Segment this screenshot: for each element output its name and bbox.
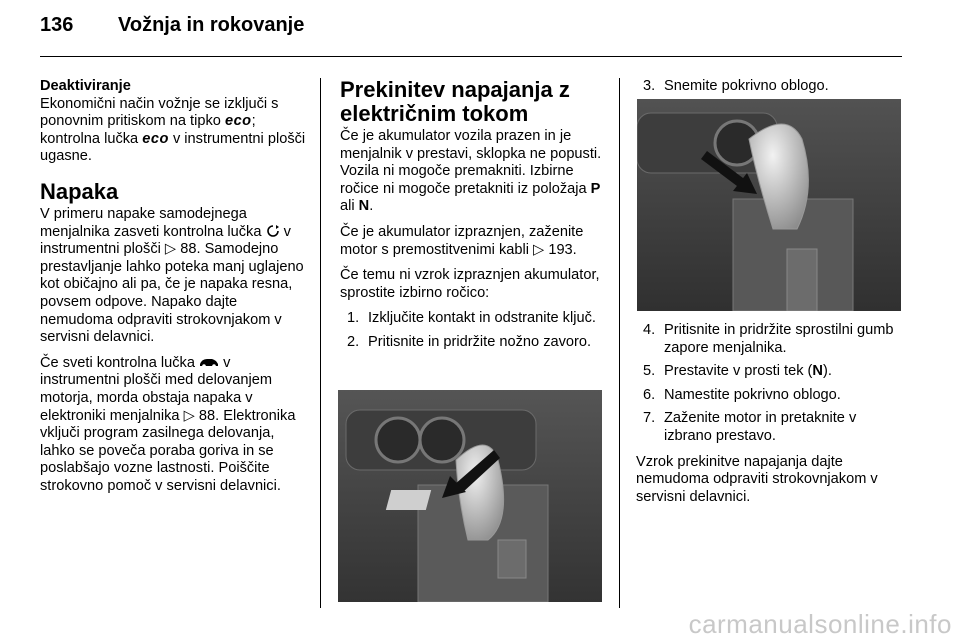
eco-button-symbol: eco bbox=[224, 113, 252, 130]
power-paragraph-3: Če temu ni vzrok izpraznjen akumulator, sprostite izbirno ročico: bbox=[340, 267, 600, 301]
column-1 bbox=[40, 78, 310, 503]
page-title: Vožnja in rokovanje bbox=[118, 14, 305, 36]
car-wrench-icon bbox=[199, 356, 219, 368]
closing-paragraph: Vzrok prekinitve napajanja dajte nemudoma odpraviti strokovnjakom v servisni delavnici. bbox=[636, 453, 878, 505]
reference-icon: ▷ bbox=[183, 407, 195, 424]
list-item: 7. Zaženite motor in pretaknite v izbrano prestavo. bbox=[643, 410, 857, 444]
watermark: carmanualsonline.info bbox=[688, 609, 952, 639]
fault-paragraph-1: V primeru napake samodejnega menjalnika zasveti kontrolna lučka v instrumentni plošči ▷ 88. Samodejno prestavljanje lahko poteka manj uglajeno kot običajno ali pa, če je napaka resna, povsem odpove. Napako dajte nemudoma odpraviti strokovnjakom v servisni delavnici. bbox=[40, 205, 304, 346]
header-rule bbox=[40, 56, 902, 57]
fault-paragraph-2: Če sveti kontrolna lučka v instrumentni plošči med delovanjem motorja, morda obstaja napaka v elektroniki menjalnika ▷ 88. Elektronika vključi program zasilnega delovanja, lahko se poveča poraba goriva in se poslabšajo vozne lastnosti. Poiščite strokovno pomoč v servisni delavnici. bbox=[40, 354, 296, 494]
column-divider-2 bbox=[619, 78, 620, 608]
page-header bbox=[40, 14, 304, 48]
list-item: 4. Pritisnite in pridržite sprostilni gumb zapore menjalnika. bbox=[643, 322, 894, 356]
steps-list-2 bbox=[636, 78, 906, 96]
list-item: 3. Snemite pokrivno oblogo. bbox=[643, 78, 829, 94]
reference-icon: ▷ bbox=[164, 241, 177, 258]
fault-heading: Napaka bbox=[40, 178, 119, 204]
column-3-continued bbox=[636, 322, 906, 514]
eco-lamp-symbol: eco bbox=[142, 130, 169, 147]
power-paragraph-2: Če je akumulator izpraznjen, zaženite motor s premostitvenimi kabli ▷ 193. bbox=[340, 223, 584, 258]
page-number: 136 bbox=[40, 14, 74, 36]
column-divider-1 bbox=[320, 78, 321, 608]
deactivation-heading: Deaktiviranje bbox=[40, 78, 131, 94]
power-interruption-heading: Prekinitev napajanja z električnim tokom bbox=[340, 77, 570, 126]
gear-warning-icon bbox=[266, 225, 280, 237]
deactivation-paragraph: Ekonomični način vožnje se izključi s ponovnim pritiskom na tipko eco; kontrolna lučka eco v instrumentni plošči ugasne. bbox=[40, 95, 306, 165]
list-item: 5. Prestavite v prosti tek (N). bbox=[643, 363, 832, 380]
list-item: 1. Izključite kontakt in odstranite ključ. bbox=[347, 310, 596, 327]
reference-icon: ▷ bbox=[533, 241, 545, 258]
steps-list-1 bbox=[340, 310, 604, 351]
power-paragraph-1: Če je akumulator vozila prazen in je menjalnik v prestavi, sklopka ne popusti. Vozila ni mogoče premakniti. Izbirne ročice ni mogoče pretakniti iz položaja P ali N. bbox=[340, 128, 602, 215]
list-item: 6. Namestite pokrivno oblogo. bbox=[643, 386, 841, 403]
gear-selector-photo-1 bbox=[338, 390, 602, 602]
list-item: 2. Pritisnite in pridržite nožno zavoro. bbox=[347, 333, 592, 350]
column-2 bbox=[340, 78, 604, 360]
gear-selector-photo-2 bbox=[637, 99, 901, 311]
steps-list-3 bbox=[636, 322, 906, 446]
